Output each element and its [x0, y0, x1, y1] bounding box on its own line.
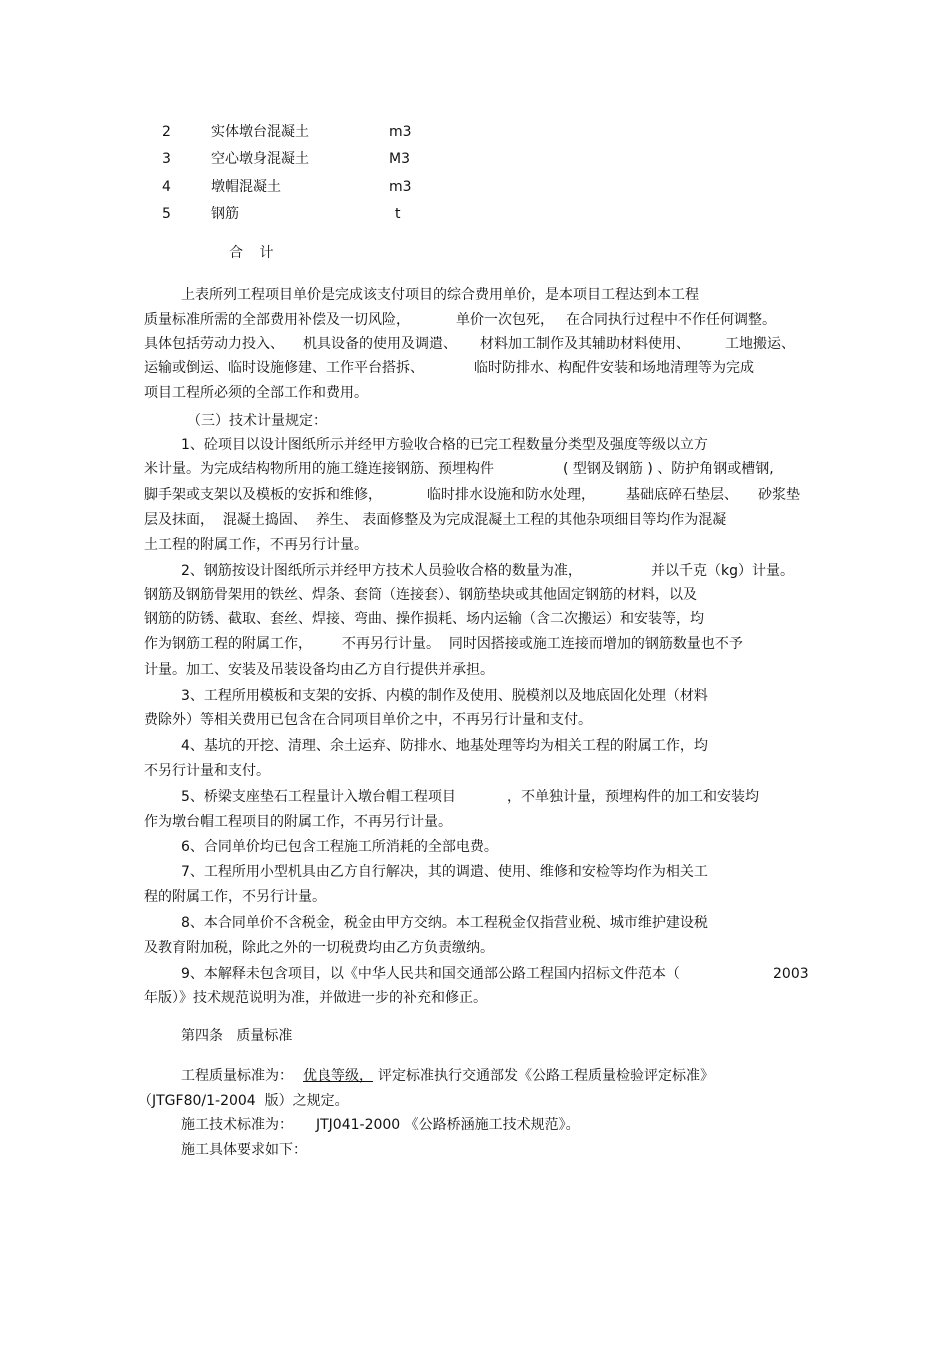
- item-7-line-2: 程的附属工作，不另行计量。: [144, 889, 326, 905]
- item-1-line-3-d: 砂浆垫: [758, 487, 800, 503]
- quality-line-1: [0, 1065, 950, 1087]
- article-heading: 第四条 质量标准: [181, 1028, 293, 1044]
- quality-line-2: （JTGF80/1-2004 版）之规定。: [138, 1093, 349, 1109]
- item-8-line-2: 及教育附加税，除此之外的一切税费均由乙方负责缴纳。: [144, 940, 494, 956]
- item-9-line-2: 年版）》技术规范说明为准，并做进一步的补充和修正。: [144, 990, 487, 1006]
- item-2-line-4-a: 作为钢筋工程的附属工作，: [144, 636, 312, 652]
- item-2-line-1-b: 并以千克（kg）计量。: [651, 563, 794, 579]
- quality-grade: 优良等级，: [303, 1068, 373, 1084]
- item-5-line-2: 作为墩台帽工程项目的附属工作，不再另行计量。: [144, 814, 452, 830]
- table-row: [0, 176, 950, 198]
- intro-line-3-b: 机具设备的使用及调遣、: [303, 336, 457, 352]
- item-9-line-1: [0, 963, 950, 985]
- item-3-line-2: 费除外）等相关费用已包含在合同项目单价之中，不再另行计量和支付。: [144, 712, 592, 728]
- section-heading: （三）技术计量规定：: [187, 413, 327, 429]
- quality-line-1-c: 评定标准执行交通部发《公路工程质量检验评定标准》: [378, 1068, 714, 1084]
- intro-line-3-a: 具体包括劳动力投入、: [144, 336, 284, 352]
- item-name: 墩帽混凝土: [211, 179, 281, 195]
- item-2-line-4: [0, 633, 950, 655]
- intro-line-2-b: 单价一次包死，: [456, 312, 554, 328]
- item-2-line-3: 钢筋的防锈、截取、套丝、焊接、弯曲、操作损耗、场内运输（含二次搬运）和安装等，均: [144, 611, 704, 627]
- table-row: [0, 121, 950, 143]
- item-1-line-2: [0, 458, 950, 480]
- table-row: [0, 203, 950, 225]
- row-number: 2: [162, 124, 171, 140]
- item-5-line-1: [0, 786, 950, 808]
- tech-standard-label: 施工技术标准为：: [181, 1117, 293, 1133]
- intro-line-4-b: 临时防排水、构配件安装和场地清理等为完成: [474, 360, 754, 376]
- intro-line-3-c: 材料加工制作及其辅助材料使用、: [480, 336, 690, 352]
- intro-line-2: [0, 309, 950, 331]
- item-7-line-1: 7、工程所用小型机具由乙方自行解决，其的调遣、使用、维修和安检等均作为相关工: [181, 864, 708, 880]
- item-6-line-1: 6、合同单价均已包含工程施工所消耗的全部电费。: [181, 839, 498, 855]
- item-name: 空心墩身混凝土: [211, 151, 309, 167]
- item-3-line-1: 3、工程所用模板和支架的安拆、内模的制作及使用、脱模剂以及地底固化处理（材料: [181, 688, 708, 704]
- item-1-line-4: 层及抹面， 混凝土捣固、 养生、 表面修整及为完成混凝土工程的其他杂项细目等均作为混凝: [144, 512, 727, 528]
- item-1-line-2-a: 米计量。为完成结构物所用的施工缝连接钢筋、预埋构件: [144, 461, 494, 477]
- item-2-line-1: [0, 560, 950, 582]
- item-4-line-2: 不另行计量和支付。: [144, 763, 270, 779]
- intro-line-1: 上表所列工程项目单价是完成该支付项目的综合费用单价，是本项目工程达到本工程: [181, 287, 699, 303]
- item-5-line-1-a: 5、桥梁支座垫石工程量计入墩台帽工程项目: [181, 789, 456, 805]
- intro-line-5: 项目工程所必须的全部工作和费用。: [144, 385, 368, 401]
- item-1-line-3: [0, 484, 950, 506]
- item-8-line-1: 8、本合同单价不含税金，税金由甲方交纳。本工程税金仅指营业税、城市维护建设税: [181, 915, 708, 931]
- item-2-line-1-a: 2、钢筋按设计图纸所示并经甲方技术人员验收合格的数量为准，: [181, 563, 582, 579]
- intro-line-3-d: 工地搬运、: [725, 336, 795, 352]
- tech-standard-line: [0, 1114, 950, 1136]
- intro-line-3: [0, 333, 950, 355]
- item-2-line-4-b: 不再另行计量。 同时因搭接或施工连接而增加的钢筋数量也不予: [342, 636, 743, 652]
- row-number: 4: [162, 179, 171, 195]
- item-1-line-3-a: 脚手架或支架以及模板的安拆和维修，: [144, 487, 382, 503]
- item-5-line-1-b: ，不单独计量，预埋构件的加工和安装均: [507, 789, 759, 805]
- item-unit: m3: [389, 124, 412, 140]
- item-unit: t: [395, 206, 401, 222]
- item-1-line-3-c: 基础底碎石垫层、: [626, 487, 738, 503]
- item-unit: m3: [389, 179, 412, 195]
- item-9-line-1-a: 9、本解释未包含项目，以《中华人民共和国交通部公路工程国内招标文件范本（: [181, 966, 680, 982]
- intro-line-4: [0, 357, 950, 379]
- item-name: 钢筋: [211, 206, 239, 222]
- row-number: 3: [162, 151, 171, 167]
- tech-standard-value: JTJ041-2000 《公路桥涵施工技术规范》。: [316, 1117, 580, 1133]
- table-row: [0, 148, 950, 170]
- table-total: 合 计: [229, 245, 274, 261]
- row-number: 5: [162, 206, 171, 222]
- quality-line-1-a: 工程质量标准为：: [181, 1068, 293, 1084]
- item-unit: M3: [389, 151, 410, 167]
- item-9-line-1-b: 2003: [773, 966, 809, 982]
- item-name: 实体墩台混凝土: [211, 124, 309, 140]
- requirements-line: 施工具体要求如下：: [181, 1142, 307, 1158]
- intro-line-2-a: 质量标准所需的全部费用补偿及一切风险，: [144, 312, 410, 328]
- intro-line-4-a: 运输或倒运、临时设施修建、工作平台搭拆、: [144, 360, 424, 376]
- item-4-line-1: 4、基坑的开挖、清理、余土运弃、防排水、地基处理等均为相关工程的附属工作，均: [181, 738, 708, 754]
- item-1-line-2-b: ( 型钢及钢筋 ) 、防护角钢或槽钢,: [563, 461, 774, 477]
- item-2-line-5: 计量。加工、安装及吊装设备均由乙方自行提供并承担。: [144, 662, 494, 678]
- item-1-line-3-b: 临时排水设施和防水处理，: [427, 487, 595, 503]
- item-1-line-1: 1、砼项目以设计图纸所示并经甲方验收合格的已完工程数量分类型及强度等级以立方: [181, 437, 708, 453]
- intro-line-2-c: 在合同执行过程中不作任何调整。: [566, 312, 776, 328]
- item-1-line-5: 土工程的附属工作，不再另行计量。: [144, 537, 368, 553]
- item-2-line-2: 钢筋及钢筋骨架用的铁丝、焊条、套筒（连接套）、钢筋垫块或其他固定钢筋的材料，以及: [144, 587, 697, 603]
